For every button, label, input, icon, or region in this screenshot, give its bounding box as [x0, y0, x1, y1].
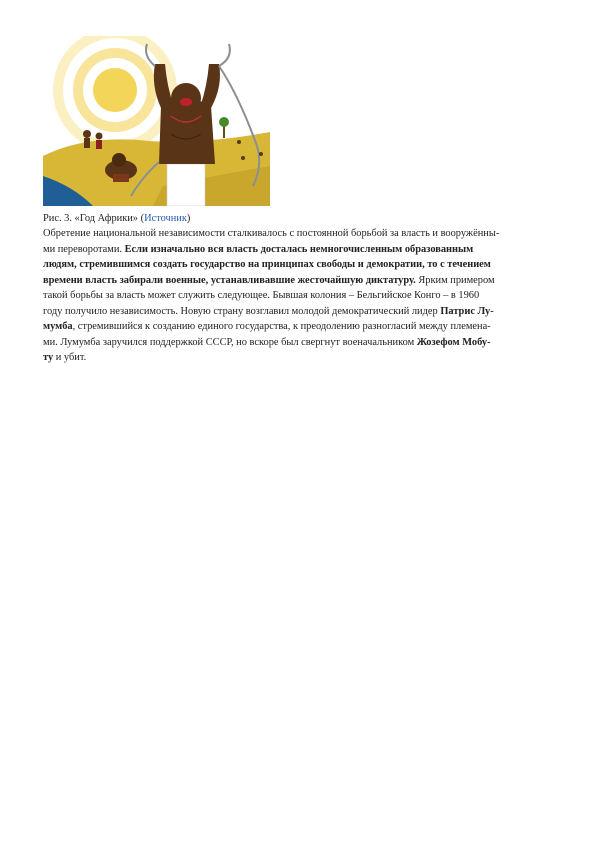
bold-fragment: Если изначально вся власть досталась немногочисленным образованным [124, 243, 474, 255]
caption-suffix: ) [186, 213, 191, 224]
text-line [43, 304, 561, 320]
figure-caption [43, 212, 190, 225]
text-line [43, 319, 561, 335]
bold-fragment: ту [43, 352, 54, 363]
text-fragment: ми. Лумумба заручился поддержкой СССР, но вскоре был свергнут военачальником [43, 336, 417, 348]
text-line: Обретение национальной независимости сталкивалось с постоянной борьбой за власть и вооружённы- [43, 228, 500, 239]
text-line [43, 335, 561, 351]
text-line [43, 273, 561, 289]
text-line: такой борьбы за власть может служить следующее. Бывшая колония – Бельгийское Конго – в 1960 [43, 290, 480, 301]
source-link[interactable]: Источник [144, 213, 187, 224]
text-fragment: , стремившийся к созданию единого государства, к преодолению разногласий между племена- [72, 321, 491, 332]
text-fragment: Ярким примером [415, 274, 495, 286]
bold-fragment: людям, стремившимся создать государство на принципах свободы и демократии, то с течением [43, 259, 491, 270]
text-fragment: ми переворотами. [43, 243, 125, 255]
bold-fragment: мумба [43, 321, 73, 332]
bold-fragment: времени власть забирали военные, устанавливавшие жесточайшую диктатуру. [43, 274, 416, 286]
broken-chains-illustration [43, 36, 270, 206]
text-fragment: году получило независимость. Новую страну возглавил молодой демократический лидер [43, 305, 441, 317]
body-paragraph [43, 226, 561, 366]
africa-year-illustration [43, 36, 270, 206]
bold-fragment: Патрис Лу- [440, 305, 494, 317]
text-line [43, 350, 561, 366]
text-line [43, 257, 561, 273]
text-line [43, 242, 561, 258]
caption-prefix: Рис. 3. «Год Африки» ( [43, 213, 145, 224]
text-fragment: и убит. [53, 352, 87, 363]
bold-fragment: Жозефом Мобу- [416, 336, 491, 348]
